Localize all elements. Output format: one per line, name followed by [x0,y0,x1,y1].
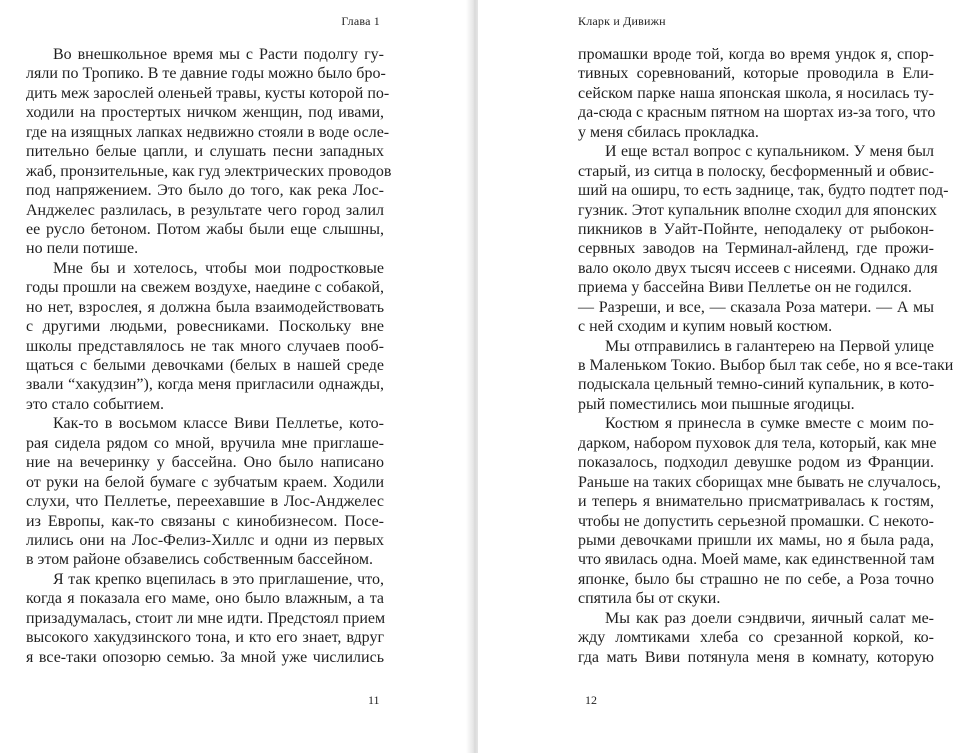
text-line: с другими людьми, ровесниками. Поскольку вне [26,318,384,336]
text-line: — Разреши, и все, — сказала Роза матери. — А мы [578,298,934,316]
text-line: дарком, набором пуховок для тела, который, как мне [578,434,937,452]
right-body-text [578,45,954,667]
text-line: высокого хакудзинского тона, и кто его знает, вдруг [26,629,384,647]
text-line: годы прошли на свежем воздухе, наедине с собакой, [26,279,384,297]
text-line: но пели потише. [26,240,139,258]
text-line: призадумалась, стоит ли мне идти. Предстоял прием [26,609,386,627]
text-line: это стало событием. [26,395,164,413]
text-line: гузник. Этот купальник вполне сходил для японских [578,201,937,219]
text-line: Мне бы и хотелось, чтобы мои подростковые [53,259,384,277]
text-line: чтобы не допустить серьезной промашки. С некото- [578,512,934,530]
text-line: пительно белые цапли, и слушать песни западных [26,143,384,161]
text-line: под напряжением. Это было до того, как река Лос- [26,182,384,200]
text-line: тивных соревнований, которые проводила в Ели- [578,65,934,83]
text-line: японке, было бы страшно не по себе, а Роза точно [578,570,934,588]
page-number: 12 [585,693,597,707]
text-line: что явилась одна. Моей маме, как единственной там [578,551,935,569]
text-line: Костюм я принесла в сумке вместе с моим по- [605,415,934,433]
text-line: щаться с белыми девочками (белых в нашей среде [26,357,384,374]
page-number: 11 [368,693,380,707]
text-line: сейском парке наша японская школа, я носилась ту- [578,84,934,102]
text-line: промашки вроде той, когда во время ундок я, спор- [578,46,934,63]
text-line: да-сюда с красным пятном на шортах из-за того, что [578,104,936,122]
text-line: ее русло бетоном. Потом жабы были еще слышны, [26,220,384,238]
text-line: школы представлялось не так много случаев пооб- [26,337,384,355]
text-line: из Европы, как-то связаны с кинобизнесом. Посе- [26,512,384,530]
text-line: у меня сбилась прокладка. [578,123,759,141]
text-line: лились они на Лос-Фелиз-Хиллс и одни из первых [26,531,384,549]
text-line: Анджелес разлилась, в результате чего город залил [26,201,384,219]
text-line: где на изящных лапках недвижно стояли в воде осле- [26,123,390,141]
text-line: Раньше на таких сборищах мне бывать не случалось, [578,473,941,491]
text-line: и теперь я внимательно присматривалась к гостям, [578,493,934,511]
text-line: спятила бы от скуки. [578,590,721,608]
text-line: Во внешкольное время мы с Расти подолгу гу- [53,46,384,63]
text-line: гда мать Виви потянула меня в комнату, которую [578,648,934,666]
text-line: от руки на белой бумаге с зубчатым краем. Ходили [26,473,384,491]
text-line: в этом районе обзавелись собственным бассейном. [26,551,374,569]
text-line: И еще встал вопрос с купальником. У меня был [605,143,934,161]
text-line: старый, из ситца в полоску, бесформенный и обвис- [578,162,934,180]
text-line: рыми девочками пришли их мамы, но я была рада, [578,531,934,549]
text-line: я все-таки опозорю семью. За мной уже числились [26,648,384,666]
text-line: Мы отправились в галантерею на Первой улице [605,337,934,355]
text-line: сервных заводов на Терминал-айленд, где прожи- [578,240,934,258]
text-line: Мы как раз доели сэндвичи, яичный салат ме- [605,609,934,627]
text-line: в Маленьком Токио. Выбор был так себе, но я все-таки [578,357,954,374]
text-line: вало около двух тысяч иссеев с нисеями. Однако для [578,259,938,277]
text-line: ший на оширu, то есть заднице, так, будто подтет под- [578,182,949,200]
text-line: подыскала цельный темно-синий купальник, в кото- [578,376,935,394]
text-line: дить меж зарослей оленьей травы, кусты которой по- [26,84,390,102]
left-page [0,0,472,753]
text-line: жду ломтиками хлеба со срезанной коркой, ко- [578,629,934,647]
running-head: Кларк и Дивижн [578,14,666,28]
text-line: жаб, пронзительные, как гуд электрических проводов [26,162,392,180]
running-head: Глава 1 [341,14,380,28]
text-line: звали “хакудзин”), когда меня пригласили однажды, [26,376,384,394]
text-line: ходили на простертых ничком женщин, под ивами, [26,104,384,122]
text-line: с ней сходим и купим новый костюм. [578,318,833,336]
text-line: ляли по Тропико. В те давние годы можно было бро- [26,65,386,83]
text-line: ние на вечеринку у бассейна. Оно было написано [26,454,384,472]
text-line: когда я показала его маме, оно было влажным, а та [26,590,384,608]
text-line: рый поместились мои пышные ягодицы. [578,395,855,413]
text-line: рая сидела рядом со мной, вручила мне приглаше- [26,434,384,452]
text-line: слухи, что Пеллетье, переехавшие в Лос-Анджелес [26,493,384,511]
text-line: приема у бассейна Виви Пеллетье он не годился. [578,279,912,297]
text-line: Как-то в восьмом классе Виви Пеллетье, кото- [53,415,384,433]
text-line: пикников в Уайт-Пойнте, неподалеку от рыбокон- [578,220,934,238]
left-body-text [26,45,392,667]
text-line: показалось, подходил девушке родом из Франции. [578,454,934,472]
text-line: но нет, взрослея, я должна была взаимодействовать [26,298,384,316]
right-page [478,0,979,753]
text-line: Я так крепко вцепилась в это приглашение, что, [53,570,384,588]
